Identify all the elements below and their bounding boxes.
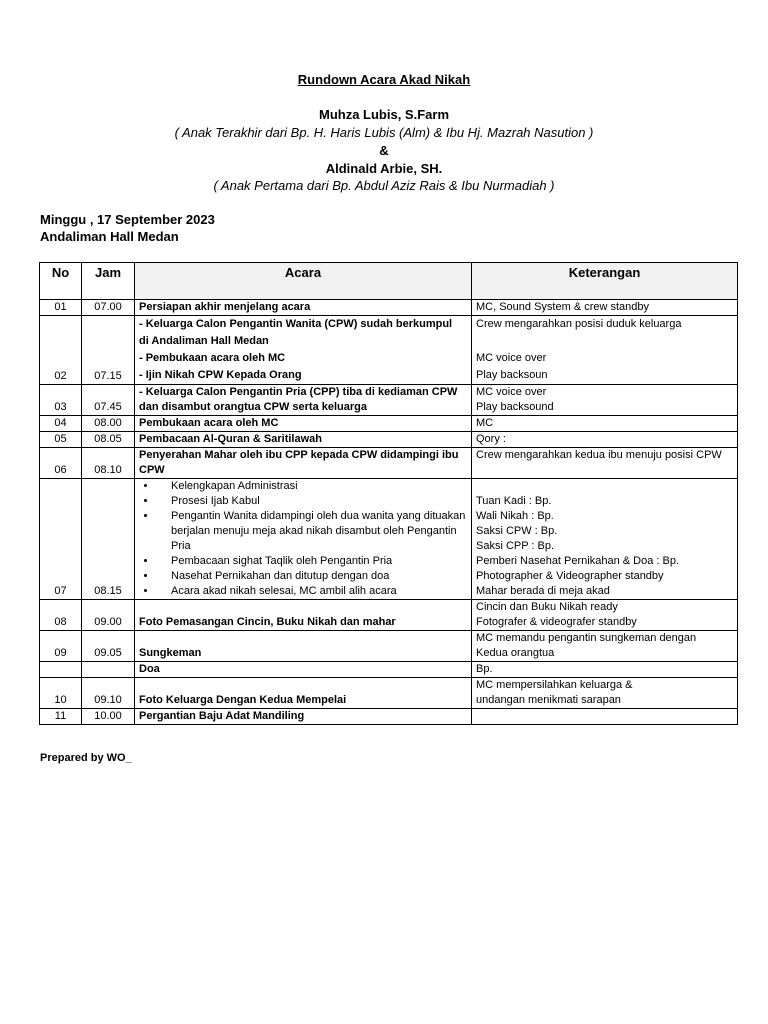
row-time: [82, 662, 135, 678]
notes-line: Cincin dan Buku Nikah ready: [476, 601, 618, 613]
row-time: 08.00: [82, 416, 135, 432]
ampersand: &: [379, 143, 389, 158]
row-activity: [135, 432, 472, 448]
table-row: [40, 631, 738, 662]
row-time: 08.10: [82, 448, 135, 479]
table-row: [40, 416, 738, 432]
activity-line: - Keluarga Calon Pengantin Wanita (CPW) sudah berkumpul: [139, 318, 453, 330]
notes-line: Play backsoun: [476, 369, 548, 381]
activity-line: Doa: [139, 663, 160, 675]
row-number: 08: [40, 600, 82, 631]
row-number: 11: [40, 709, 82, 725]
table-row: [40, 678, 738, 709]
notes-line: Saksi CPW : Bp.: [476, 525, 558, 537]
row-time: 10.00: [82, 709, 135, 725]
row-notes: [472, 479, 738, 600]
row-notes: [472, 678, 738, 709]
activity-bullet-item: • Kelengkapan Administrasi: [157, 479, 467, 494]
prepared-by: Prepared by WO_: [40, 752, 132, 764]
notes-line: MC mempersilahkan keluarga &: [476, 679, 633, 691]
row-notes: [472, 300, 738, 316]
notes-line: MC voice over: [476, 352, 547, 364]
row-activity: [135, 316, 472, 385]
row-number: 02: [40, 316, 82, 385]
row-number: 07: [40, 479, 82, 600]
row-activity: [135, 448, 472, 479]
header-jam: Jam: [82, 263, 135, 300]
notes-line: Saksi CPP : Bp.: [476, 540, 555, 552]
row-number: [40, 662, 82, 678]
event-date: Minggu , 17 September 2023: [40, 212, 215, 227]
notes-line: Mahar berada di meja akad: [476, 585, 610, 597]
groom-parents: ( Anak Terakhir dari Bp. H. Haris Lubis (Alm) & Ibu Hj. Mazrah Nasution ): [174, 125, 594, 140]
row-notes: [472, 385, 738, 416]
bride-name: Aldinald Arbie, SH.: [325, 161, 443, 176]
row-time: 07.45: [82, 385, 135, 416]
row-notes: [472, 631, 738, 662]
notes-line: MC memandu pengantin sungkeman dengan: [476, 632, 697, 644]
table-body: [40, 300, 738, 725]
activity-line: Foto Pemasangan Cincin, Buku Nikah dan mahar: [139, 616, 396, 628]
activity-bullet-item: • Pembacaan sighat Taqlik oleh Pengantin Pria: [157, 554, 467, 569]
groom-name: Muhza Lubis, S.Farm: [318, 107, 449, 122]
row-notes: [472, 600, 738, 631]
row-activity: [135, 300, 472, 316]
row-activity: [135, 479, 472, 600]
row-notes: [472, 448, 738, 479]
activity-bullet-item: • Prosesi Ijab Kabul: [157, 494, 467, 509]
notes-line: Crew mengarahkan kedua ibu menuju posisi CPW: [476, 449, 722, 461]
notes-line: Pemberi Nasehat Pernikahan & Doa : Bp.: [476, 555, 680, 567]
row-time: 09.10: [82, 678, 135, 709]
row-activity: [135, 678, 472, 709]
notes-line: Fotografer & videografer standby: [476, 616, 637, 628]
table-row: [40, 600, 738, 631]
table-row: [40, 709, 738, 725]
row-activity: [135, 416, 472, 432]
table-row: [40, 385, 738, 416]
activity-line: - Pembukaan acara oleh MC: [139, 352, 286, 364]
row-activity: [135, 385, 472, 416]
notes-line: [476, 463, 733, 478]
activity-bullet-item: • Pengantin Wanita didampingi oleh dua wanita yang dituakan berjalan menuju meja akad nikah disambut oleh Pengantin Pria: [157, 509, 467, 554]
row-number: 06: [40, 448, 82, 479]
row-notes: [472, 709, 738, 725]
activity-line: dan disambut orangtua CPW serta keluarga: [139, 401, 367, 413]
notes-line: MC, Sound System & crew standby: [476, 301, 650, 313]
table-header-row: [40, 263, 738, 300]
activity-bullet-item: • Nasehat Pernikahan dan ditutup dengan doa: [157, 569, 467, 584]
activity-line: Foto Keluarga Dengan Kedua Mempelai: [139, 694, 347, 706]
notes-line: [476, 333, 733, 350]
row-time: 08.15: [82, 479, 135, 600]
row-number: 09: [40, 631, 82, 662]
activity-line: - Ijin Nikah CPW Kepada Orang: [139, 369, 302, 381]
row-notes: [472, 662, 738, 678]
notes-line: Tuan Kadi : Bp.: [476, 495, 552, 507]
row-time: 09.00: [82, 600, 135, 631]
document-title: Rundown Acara Akad Nikah: [297, 72, 471, 87]
row-number: 10: [40, 678, 82, 709]
row-activity: [135, 631, 472, 662]
notes-line: Kedua orangtua: [476, 647, 555, 659]
activity-line: Pergantian Baju Adat Mandiling: [139, 710, 305, 722]
notes-line: Photographer & Videographer standby: [476, 570, 664, 582]
row-activity: [135, 600, 472, 631]
row-notes: [472, 432, 738, 448]
notes-line: Qory :: [476, 433, 506, 445]
row-time: 07.15: [82, 316, 135, 385]
header-keterangan: Keterangan: [472, 263, 738, 300]
notes-line: MC: [476, 417, 494, 429]
row-activity: [135, 709, 472, 725]
row-number: 05: [40, 432, 82, 448]
row-time: 09.05: [82, 631, 135, 662]
table-row: [40, 432, 738, 448]
activity-line: Sungkeman: [139, 647, 202, 659]
activity-line: Persiapan akhir menjelang acara: [139, 301, 311, 313]
table-row: [40, 300, 738, 316]
row-time: 08.05: [82, 432, 135, 448]
event-venue: Andaliman Hall Medan: [40, 229, 179, 244]
activity-line: - Keluarga Calon Pengantin Pria (CPP) tiba di kediaman CPW: [139, 386, 458, 398]
row-notes: [472, 316, 738, 385]
row-number: 03: [40, 385, 82, 416]
activity-line: Pembukaan acara oleh MC: [139, 417, 279, 429]
table-row: [40, 662, 738, 678]
row-activity: [135, 662, 472, 678]
notes-line: Wali Nikah : Bp.: [476, 510, 554, 522]
activity-line: Penyerahan Mahar oleh ibu CPP kepada CPW didampingi ibu: [139, 449, 459, 461]
table-row: [40, 479, 738, 600]
notes-line: Crew mengarahkan posisi duduk keluarga: [476, 318, 682, 330]
notes-line: [476, 709, 733, 724]
header-no: No: [40, 263, 82, 300]
activity-line: Pembacaan Al-Quran & Saritilawah: [139, 433, 322, 445]
activity-line: di Andaliman Hall Medan: [139, 335, 269, 347]
notes-line: undangan menikmati sarapan: [476, 694, 621, 706]
row-number: 04: [40, 416, 82, 432]
activity-line: CPW: [139, 464, 165, 476]
activity-bullet-list: [139, 479, 467, 599]
notes-line: MC voice over: [476, 386, 547, 398]
row-number: 01: [40, 300, 82, 316]
row-notes: [472, 416, 738, 432]
bride-parents: ( Anak Pertama dari Bp. Abdul Aziz Rais & Ibu Nurmadiah ): [213, 178, 555, 193]
notes-line: Play backsound: [476, 401, 554, 413]
row-time: 07.00: [82, 300, 135, 316]
notes-line: Bp.: [476, 663, 493, 675]
activity-bullet-item: • Acara akad nikah selesai, MC ambil alih acara: [157, 584, 467, 599]
table-row: [40, 316, 738, 385]
table-row: [40, 448, 738, 479]
header-acara: Acara: [135, 263, 472, 300]
rundown-table: [39, 262, 738, 725]
